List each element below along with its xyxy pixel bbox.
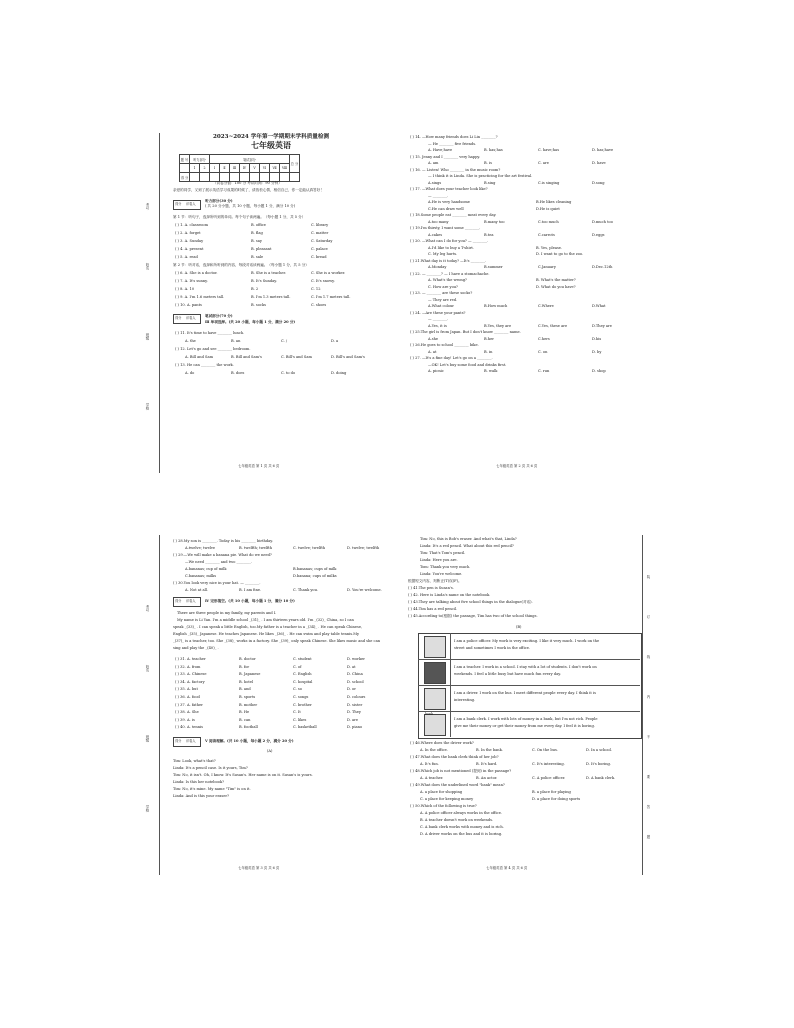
question-text: D. colours bbox=[347, 695, 366, 699]
police-officer-icon bbox=[424, 636, 446, 658]
section-instruction: ( 共 20 分小题，共 10 小题，每小题 1 分，满分 10 分) bbox=[205, 204, 296, 208]
exam-info: （试卷分值：100 分 考试时间：90 分钟） bbox=[213, 181, 282, 185]
question-text: C. run bbox=[538, 369, 550, 373]
question-text: — ________. bbox=[428, 193, 449, 198]
question-text: B.tea bbox=[484, 232, 494, 237]
side-label-exam-no: 考号 bbox=[145, 605, 149, 612]
question-text: C.Yes, these are bbox=[538, 323, 568, 328]
question-text: D.his bbox=[592, 336, 602, 341]
question-text: ( ) 21.What day is it today? —It's ________. bbox=[410, 258, 487, 263]
page-footer: 七年级英语 第 4 页 共 6 页 bbox=[486, 866, 528, 870]
side-label-school: 学校 bbox=[145, 403, 149, 410]
question-text: B.sing bbox=[484, 180, 496, 185]
question-text: ( ) 36. A. food bbox=[175, 695, 200, 699]
question-text: D. by bbox=[592, 349, 602, 354]
question-text: A.Monday bbox=[428, 265, 447, 269]
question-text: ( ) 35. A. but bbox=[175, 687, 198, 692]
question-text: C. brother bbox=[293, 702, 312, 707]
question-text: B.He likes cleaning bbox=[536, 200, 572, 204]
question-text: D. sister bbox=[347, 702, 363, 707]
question-text: C.carrots bbox=[538, 232, 555, 237]
question-text: ( ) 18.Some people eat ________ meat every day. bbox=[410, 213, 497, 217]
question-text: — He ________ five friends. bbox=[428, 141, 477, 146]
question-text: D.He is quiet bbox=[536, 206, 560, 211]
question-text: — They are red. bbox=[428, 297, 458, 302]
question-text: B. for bbox=[239, 664, 250, 669]
question-text: D. I want to go to the zoo. bbox=[536, 252, 584, 256]
question-text: C.hers bbox=[538, 336, 550, 341]
question-text: ( ) 27. —It's a fine day! Let's go on a ________. bbox=[410, 356, 493, 360]
page-footer: 七年级英语 第 2 页 共 6 页 bbox=[496, 464, 538, 468]
bus-driver-icon bbox=[424, 688, 446, 710]
section-heading: 听力部分(30 分) bbox=[205, 199, 233, 203]
question-text: A. picnic bbox=[428, 369, 444, 373]
question-text: A.I'd like to buy a T-shirt. bbox=[428, 245, 474, 250]
question-text: C. songs bbox=[293, 695, 309, 699]
question-text: B. He bbox=[239, 710, 250, 715]
question-text: ( ) 40. A. tennis bbox=[175, 725, 204, 730]
question-text: A. What's the wrong? bbox=[428, 278, 467, 282]
question-text: A. at bbox=[428, 349, 437, 354]
question-text: B. What's the matter? bbox=[536, 278, 576, 282]
question-text: C. How are you? bbox=[428, 284, 458, 289]
section-instruction: 第 1 节：听句子，选择所听到的单词。每个句子读两遍。（每小题 1 分，共 5 分） bbox=[173, 215, 306, 219]
side-label-name: 姓名 bbox=[145, 665, 149, 672]
side-label-class: 班级 bbox=[145, 735, 149, 742]
question-text: D. worker bbox=[347, 657, 366, 661]
subject-title: 七年级英语 bbox=[251, 140, 291, 150]
question-text: B. can bbox=[239, 717, 251, 722]
question-text: D.Dec.12th bbox=[592, 265, 613, 269]
question-text: D.What bbox=[592, 304, 606, 308]
question-text: D. has;have bbox=[592, 148, 614, 152]
question-text: D. What do you have? bbox=[536, 284, 576, 289]
question-text: C.is singing bbox=[538, 180, 560, 185]
question-text: ( ) 20. —What can I do for you? — ________. bbox=[410, 239, 489, 243]
question-text: B.summer bbox=[484, 265, 503, 269]
question-text: B. mother bbox=[239, 702, 258, 707]
bank-sign-label: bank bbox=[425, 712, 433, 716]
side-label-school: 学校 bbox=[145, 805, 149, 812]
question-text: D.They are bbox=[592, 323, 612, 328]
binding-line bbox=[159, 133, 160, 473]
question-text: D. piano bbox=[347, 725, 363, 730]
score-table: 题 号 听力部分 笔试部分 总 分 1 2 Ⅰ Ⅱ Ⅲ Ⅳ Ⅴ Ⅵ Ⅶ Ⅷ 得 分 bbox=[179, 154, 300, 182]
question-text: ( ) 34. A. factory bbox=[175, 679, 205, 684]
question-text: B.Yes, they are bbox=[484, 323, 512, 328]
question-text: C. student bbox=[293, 657, 312, 661]
page-footer: 七年级英语 第 3 页 共 6 页 bbox=[238, 866, 280, 870]
exam-page-4: 装 订 线 内 不 要 答 题 Tim: No, this is Bob's eraser. And what's that, Linda? Linda: It's a red pencil. What about this red pencil? Tim: That's Tom's pencil. Linda: Here you are. Tom: Thank you very much. Linda: You're welcome. 根据短文内容，判断正(T)误(F)。 ( ) 41.The pen is Susan's. ( ) 42. Here is Linda's name on the notebook. ( ) 43.They are talking about five school things in the dialogue(对话). ( ) 44.Tim has a red pencil. ( ) 45.According to(根据) the passage, Tim has two of the school things. (B) I am a police officer. My work is very exciting. I like it very much. I work on the street and sometimes I work in the office. I am a teacher. I work in a school. I stay with a lot of students. I don't work on weekends. I feel a little busy but have much fun every day. I am a driver. I work on the bus. I meet different people every day. I think it is interesting. bank I am a bank clerk. I work with lots of money in a bank, but I'm not rich. People give me their money or get their money from me every day. I feel it is boring. ( ) 46.Where does the driver work? A. In the office. B. In the bank. C. On the bus. D. In a school. ( ) 47.What does the bank clerk think of her job? A. It's fun. B. It's hard. C. It's interesting. D. It's boring. ( ) 48.Which job is not mentioned (提到) in the passage? A. A teacher. B. An actor. C. A police officer. D. A bank clerk. ( ) 49.What does the underlined word "bank" mean? A. a place for shopping B. a place for playing C. a place for keeping money D. a place for doing sports ( ) 50.Which of the following is true? A. A police officer always works in the office. B. A teacher doesn't work on weekends. C. A bank clerk works with money and is rich. D. A driver works on the bus and it is boring. 七年级英语 第 4 页 共 6 页 bbox=[406, 535, 654, 875]
question-text: ( ) 22. — ________? — I have a stomachache. bbox=[410, 271, 490, 276]
question-text: ( ) 31. A. teacher bbox=[175, 657, 206, 661]
exam-page-2 bbox=[406, 133, 654, 473]
question-text: B. is bbox=[484, 161, 492, 165]
question-text: D. shop bbox=[592, 369, 606, 373]
teacher-icon bbox=[424, 662, 446, 684]
question-text: C.January bbox=[538, 265, 556, 269]
question-text: C. English bbox=[293, 672, 312, 677]
question-text: A.He is very handsome bbox=[428, 200, 470, 204]
question-text: D. at bbox=[347, 664, 356, 669]
question-text: D. school bbox=[347, 679, 364, 684]
question-text: D.song bbox=[592, 180, 605, 185]
question-text: A.Yes, it is bbox=[428, 323, 447, 328]
question-text: C. It bbox=[293, 710, 301, 715]
question-text: ( ) 39. A. is bbox=[175, 717, 195, 722]
binding-line bbox=[642, 535, 643, 875]
question-text: ( ) 25.The girl is from Japan. But I don't know ________ name. bbox=[410, 330, 521, 334]
binding-line bbox=[159, 535, 160, 875]
question-text: C. on bbox=[538, 349, 548, 354]
section-instruction: Ⅴ 阅读理解。(共 10 小题，每小题 2 分，满分 20 分) bbox=[205, 739, 294, 743]
question-text: ( ) 32. A. from bbox=[175, 664, 201, 669]
question-text: B. in bbox=[484, 349, 493, 354]
question-text: D. have bbox=[592, 161, 606, 165]
question-text: ( ) 24. —Are these your pants? bbox=[410, 310, 466, 315]
question-text: ( ) 17. —What does your teacher look like? bbox=[410, 187, 488, 191]
side-label-exam-no: 考号 bbox=[145, 203, 149, 210]
question-text: D. They bbox=[347, 710, 361, 715]
passage-label: (B) bbox=[516, 625, 522, 629]
question-text: B. sports bbox=[239, 695, 256, 699]
question-text: C. My leg hurts. bbox=[428, 252, 458, 256]
question-text: D. China bbox=[347, 672, 363, 677]
greeting: 亲爱的同学，又到了展示英语学习成果的时候了，请放松心情，相信自己，你一定能认真答好！ bbox=[173, 188, 324, 192]
question-text: A.sings bbox=[428, 180, 442, 185]
question-text: A.too many bbox=[428, 219, 449, 224]
question-text: A.What colour bbox=[428, 304, 454, 308]
question-text: — ________. bbox=[428, 317, 449, 321]
passage-label: (A) bbox=[267, 749, 273, 753]
question-text: C. so bbox=[293, 687, 302, 692]
question-text: — I think it is Linda. She is practicing for the art festival. bbox=[428, 174, 533, 178]
question-text: ( ) 33. A. Chinese bbox=[175, 672, 207, 677]
question-text: ( ) 16. — Listen! Who ________ in the music room? bbox=[410, 167, 501, 172]
question-text: C.He can draw well bbox=[428, 206, 464, 211]
question-text: A. am bbox=[428, 161, 439, 165]
question-text: ( ) 37. A. father bbox=[175, 702, 203, 707]
question-text: ( ) 15. Jenny and I ________ very happy. bbox=[410, 154, 481, 159]
question-text: A.cakes bbox=[428, 232, 443, 237]
question-text: A. Have;have bbox=[428, 148, 453, 152]
question-text: C.too much bbox=[538, 219, 559, 224]
section-heading: 笔试部分(70 分) bbox=[205, 314, 233, 318]
question-text: B. and bbox=[239, 687, 251, 692]
question-text: ( ) 38. A. She bbox=[175, 710, 199, 715]
exam-page-3: 考号 姓名 班级 学校 ( ) 28.My son is ________. Today is his ________ birthday. A.twelve; twelve B. twelfth; twelfth C. twelve; twelfth D. twelve; twelfth ( ) 29.—We will make a banana pie. What do we need? —We need ________ and two ________. A.bananas; cup of milk B.bananas; cups of milk C.bananas; milks D.banana; cups of milks ( ) 30.You look very nice in your hat. — ________. A. Not at all. B. I am fine. C. Thank you. D. You're welcome. 得分 评卷人 Ⅳ 完形填空。(共 10 小题，每小题 1 分，满分 10 分) There are three people in my family, my parents and I. My name is Li Yan. I'm a middle school _(31)_ . I am thirteen years old. I'm _(32)_ China, so I can speak _(33)_ . I can speak a little English, too.My father is a teacher in a _(34)_ . He can speak Chinese, English _(35)_ Japanese. He teaches Japanese. He likes _(36)_ . He can swim and play table tennis.My _(37)_ is a teacher, too. She _(38)_ works in a factory. She _(39)_ only speak Chinese. She likes music and she can sing and play the _(40)_ . ( ) 31. A. teacher B. doctor C. student D. worker ( ) 32. A. from B. for C. of D. at ( ) 33. A. Chinese B. Japanese C. English D. China ( ) 34. A. factory B. hotel C. hospital D. school ( ) 35. A. but B. and C. so D. or ( ) 36. A. food B. sports C. songs D. colours ( ) 37. A. father B. mother C. brother D. sister ( ) 38. A. She B. He C. It D. They ( ) 39. A. is B. can C. likes D. are ( ) 40. A. tennis B. football C. basketball D. piano 得分 评卷人 Ⅴ 阅读理解。(共 10 小题，每小题 2 分，满分 20 分) (A) Tim: Look, what's that? Linda: It's a pencil case. Is it yours, Tim? Tim: No, it isn't. Oh, I know. It's Susan's. Her name is on it. Susan's is yours. Linda: Is this her notebook? Tim: No, it's mine. My name "Tim" is on it. Linda: And is this your eraser? 七年级英语 第 3 页 共 6 页 bbox=[143, 535, 397, 875]
question-text: A.she bbox=[428, 336, 439, 341]
question-text: B.How much bbox=[484, 304, 508, 308]
exam-page-1: 考号 姓名 班级 学校 2023~2024 学年第一学期期末学科质量检测 七年级英语 题 号 听力部分 笔试部分 总 分 1 2 Ⅰ Ⅱ Ⅲ Ⅳ Ⅴ Ⅵ Ⅶ Ⅷ 得 分 （试卷分值：100 分 考试时间：90 分钟） 亲爱的同学，又到了展示英语学习成果的时候了，请放松心情，相信自己，你一定能认真答好！ 得分 评卷人 听力部分(30 分) ( 共 20 分小题，共 10 小题，每小题 1 分，满分 10 分) 第 1 节：听句子，选择所听到的单词。每个句子读两遍。（每小题 1 分，共 5 分） ( ) 1. A. classroom B. office C. library ( ) 2. A. forget B. flag C. matter ( ) 3. A. Sunday B. say C. Saturday ( ) 4. A. present B. pleasant C. palace ( ) 5. A. read B. sale C. bread 第 2 节：听对话，选择和所听到的内容，每段对话读两遍。（每小题 1 分，共 5 分） ( ) 6. A. She is a doctor. B. She is a teacher. C. She is a worker. ( ) 7. A. It's sunny. B. It's Sunday. C. It's snowy. ( ) 8. A. 10 B. 2 C. 12 ( ) 9. A. I'm 1.6 meters tall. B. I'm 1.3 meters tall. C. I'm 1.7 meters tall. ( ) 10. A. pants B. socks C. shoes 得分 评卷人 笔试部分(70 分) Ⅲ 单项选择。(共 20 小题，每小题 1 分，满分 20 分) ( ) 11. It's time to have ________ lunch. A. the B. an C. / D. a ( ) 12. Let's go and see ________ bedroom. A. Bill and Sam B. Bill and Sam's C. Bill's and Sam D. Bill's and Sam's ( ) 13. He can ________ the work. A. do B. does C. to do D. doing 七年级英语 第 1 页 共 6 页 bbox=[143, 133, 397, 473]
question-text: ( ) 14. —How many friends does Li Lin ________? bbox=[410, 135, 498, 139]
question-text: ( ) 26.He goes to school ________ bike. bbox=[410, 343, 479, 347]
question-text: C. basketball bbox=[293, 725, 317, 730]
question-text: —OK! Let's buy some food and drinks first. bbox=[428, 362, 507, 367]
side-label-class: 班级 bbox=[145, 333, 149, 340]
bank-clerk-icon bbox=[424, 714, 446, 736]
question-text: ( ) 19.I'm thirsty, I want some ________. bbox=[410, 226, 481, 230]
question-text: B. football bbox=[239, 725, 258, 730]
section-instruction: 第 2 节：听对话，选择和所听到的内容，每段对话读两遍。（每小题 1 分，共 5 分） bbox=[173, 263, 309, 267]
question-text: B. doctor bbox=[239, 657, 256, 661]
question-text: B. Japanese bbox=[239, 672, 261, 677]
question-text: C. of bbox=[293, 664, 302, 669]
question-text: D.eggs bbox=[592, 232, 605, 237]
question-text: D. are bbox=[347, 717, 359, 722]
section-instruction: 根据短文内容，判断正(T)误(F)。 bbox=[408, 579, 462, 583]
question-text: D.much too bbox=[592, 219, 613, 224]
question-text: C. are bbox=[538, 161, 549, 165]
question-text: D. or bbox=[347, 687, 356, 692]
page-footer: 七年级英语 第 1 页 共 6 页 bbox=[238, 464, 280, 468]
question-text: B. hotel bbox=[239, 679, 254, 684]
question-text: C.Where bbox=[538, 304, 554, 308]
question-text: B.many too bbox=[484, 219, 505, 224]
exam-title: 2023~2024 学年第一学期期末学科质量检测 bbox=[213, 134, 330, 140]
question-text: B.her bbox=[484, 336, 494, 341]
section-instruction: Ⅲ 单项选择。(共 20 小题，每小题 1 分，满分 20 分) bbox=[205, 320, 296, 324]
question-text: B. Yes, please. bbox=[536, 245, 563, 250]
section-instruction: Ⅳ 完形填空。(共 10 小题，每小题 1 分，满分 10 分) bbox=[205, 599, 295, 603]
question-text: C. hospital bbox=[293, 679, 313, 684]
question-text: B. walk bbox=[484, 369, 498, 373]
side-label-name: 姓名 bbox=[145, 263, 149, 270]
question-text: C. have;has bbox=[538, 148, 560, 152]
question-text: B. has;has bbox=[484, 148, 503, 152]
question-text: ( ) 23. — ________ are these socks? bbox=[410, 291, 473, 295]
question-text: C. likes bbox=[293, 717, 307, 722]
